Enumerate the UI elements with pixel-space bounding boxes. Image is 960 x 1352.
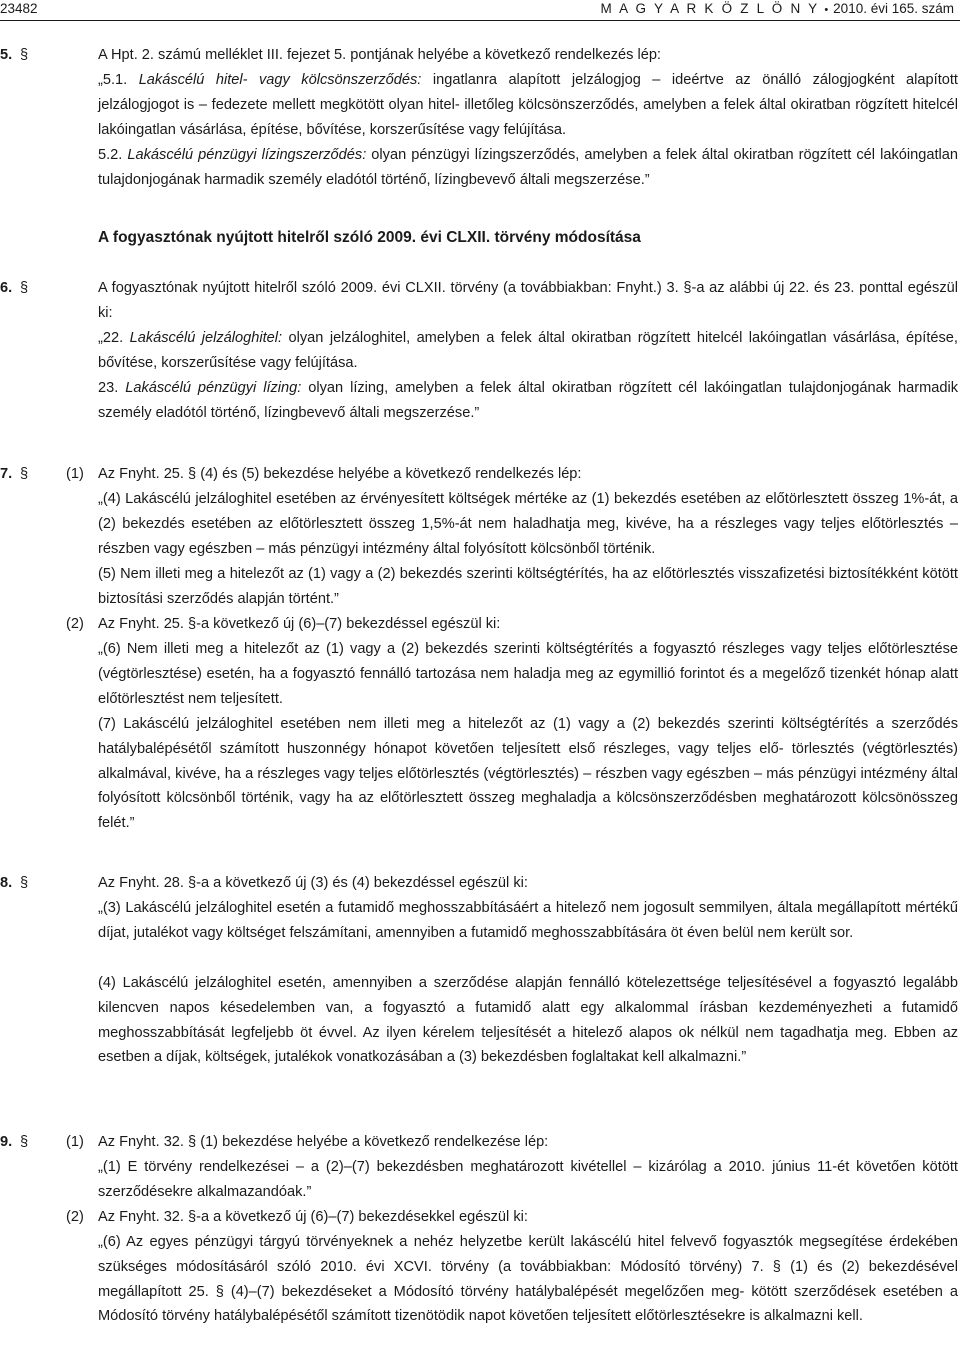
point-number: 23.: [98, 380, 119, 396]
section-number: 8.: [0, 875, 13, 891]
point-text: olyan pénzügyi lízingszerződés, amelyben a felek által okiratban rögzített cél lakóingatlan tulajdonjogának harmadik személy eladótól történő, lízingbevevő általi megszerzése.”: [98, 147, 958, 188]
point-5-1-rest: jelzálogjogot is – fedezete mellett megkötött olyan hitel- illetőleg kölcsönszerződés, amelyben a felek által okiratban rögzített hitelcél lakóingatlan vásárlása, építése, bővítése, korszerűsítése vagy felújítása.: [98, 97, 958, 138]
section-number: 5.: [0, 47, 13, 63]
defined-term: Lakáscélú pénzügyi lízing:: [125, 380, 302, 396]
paragraph-5: (5) Nem illeti meg a hitelezőt az (1) vagy a (2) bekezdés szerinti költségtérítés, ha az előtörlesztés visszafizetési biztosítékként kötött biztosítási szerződés alapján történt.”: [98, 566, 958, 607]
point-22: [98, 326, 958, 376]
page-header: [0, 0, 960, 22]
subsection-label: (2): [66, 1209, 84, 1225]
section-number: 9.: [0, 1134, 13, 1150]
separator-bullet: •: [824, 4, 829, 16]
issue-number: 2010. évi 165. szám: [833, 1, 954, 16]
point-number: „22.: [98, 330, 124, 346]
paragraph-sign: §: [20, 1134, 29, 1150]
header-rule: [0, 20, 960, 21]
defined-term: Lakáscélú hitel- vagy kölcsönszerződés:: [138, 72, 422, 88]
paragraph-sign: §: [20, 466, 29, 482]
paragraph-3: „(3) Lakáscélú jelzáloghitel esetén a futamidő meghosszabbításáért a hitelező nem jogosult semmilyen, általa megállapított mértékű díjat, jutalékot vagy költséget felszámítani, amennyiben a futamidő meghosszabbítására öt éven belül nem került sor.: [98, 900, 958, 941]
paragraph-sign: §: [20, 280, 29, 296]
point-text: olyan jelzáloghitel, amelyben a felek által okiratban rögzített hitelcél lakóingatlan vásárlása, építése, bővítése, korszerűsítése vagy felújítása.: [98, 330, 958, 371]
paragraph-4: (4) Lakáscélú jelzáloghitel esetén, amennyiben a szerződése alapján fennálló kötelezettsége teljesítésével a fogyasztó legalább kilencven napos késedelemben van, a fogyasztó a futamidő alatt egy alkalommal írásban kezdeményezheti a futamidő meghosszabbítását legfeljebb öt évvel. Az ilyen kérelem teljesítését a hitelező alapos ok nélkül nem tagadhatja meg. Ebben az esetben a díjak, költségek, jutalékok vonatkozásában a (3) bekezdésben foglaltakat kell alkalmazni.”: [98, 975, 958, 1066]
point-23: [98, 376, 958, 426]
point-5-1-line1: [98, 68, 958, 93]
subsection-lead: Az Fnyht. 32. § (1) bekezdése helyébe a következő rendelkezése lép:: [98, 1134, 549, 1150]
defined-term: Lakáscélú jelzáloghitel:: [129, 330, 283, 346]
subsection-label: (1): [66, 466, 84, 482]
paragraph-6: „(6) Az egyes pénzügyi tárgyú törvényeknek a nehéz helyzetbe került lakáscélú hitel felvevő fogyasztók megsegítése érdekében szükséges módosításáról szóló 2010. évi XCVI. törvény (a továbbiakban: Módosító törvény) 7. § (1) és (2) bekezdésével megállapított 25. § (4)–(7) bekezdéseket a Módosító törvény hatálybalépését megelőzően meg- kötött szerződések esetében a Módosító törvény hatálybalépésétől számított tizenötödik napot követően teljesített előtörlesztésekre is alkalmazni kell.: [98, 1234, 958, 1325]
subsection-label: (2): [66, 616, 84, 632]
paragraph-sign: §: [20, 47, 29, 63]
section-number: 6.: [0, 280, 13, 296]
journal-info: [600, 0, 954, 19]
paragraph-sign: §: [20, 875, 29, 891]
section-lead: A fogyasztónak nyújtott hitelről szóló 2009. évi CLXII. törvény (a továbbiakban: Fnyht.) 3. §-a az alábbi új 22. és 23. ponttal egészül ki:: [98, 280, 958, 321]
paragraph-1: „(1) E törvény rendelkezései – a (2)–(7) bekezdésben meghatározott kivétellel – kizárólag a 2010. június 11-ét követően kötött szerződésekre alkalmazandóak.”: [98, 1159, 958, 1200]
defined-term: Lakáscélú pénzügyi lízingszerződés:: [127, 147, 367, 163]
point-5-2: [98, 143, 958, 193]
subsection-lead: Az Fnyht. 25. § (4) és (5) bekezdése helyébe a következő rendelkezés lép:: [98, 466, 582, 482]
paragraph-4: „(4) Lakáscélú jelzáloghitel esetében az érvényesített költségek mértéke az (1) bekezdés esetében az előtörlesztett összeg 1%-át, a (2) bekezdés esetében az előtörlesztett összeg 1,5%-át nem haladhatja meg, kivéve, ha a részleges vagy teljes előtörlesztés – részben vagy egészben – más pénzügyi intézmény által folyósított kölcsönből történik.: [98, 491, 958, 557]
section-lead: A Hpt. 2. számú melléklet III. fejezet 5. pontjának helyébe a következő rendelkezés lép:: [98, 47, 661, 63]
paragraph-7: (7) Lakáscélú jelzáloghitel esetében nem illeti meg a hitelezőt az (1) vagy a (2) bekezdés szerinti költségtérítés a szerződés hatálybalépésétől számított huszonnégy hónapot követően teljesített első részleges, vagy teljes elő- törlesztés (végtörlesztés) alkalmával, kivéve, ha a részleges vagy teljes előtörlesztés (végtörlesztés) – részben vagy egészben – más pénzügyi intézmény által folyósított kölcsönből történik, vagy ha az előtörlesztett összeg meghaladja a kölcsönszerződésben meghatározott kölcsönösszeg felét.”: [98, 716, 958, 832]
subsection-label: (1): [66, 1134, 84, 1150]
point-text: ingatlanra alapított jelzálogjog – ideértve az önálló zálogjogként alapított: [432, 72, 958, 88]
point-number: „5.1.: [98, 72, 128, 88]
point-number: 5.2.: [98, 147, 123, 163]
point-text: olyan lízing, amelyben a felek által okiratban rögzített cél lakóingatlan tulajdonjogának harmadik személy eladótól történő, lízingbevevő általi megszerzése.”: [98, 380, 959, 421]
journal-title: M A G Y A R K Ö Z L Ö N Y: [600, 1, 820, 16]
paragraph-6: „(6) Nem illeti meg a hitelezőt az (1) vagy a (2) bekezdés szerinti költségtérítés a fogyasztó részleges vagy teljes előtörlesztése (végtörlesztése) esetén, ha a fogyasztó fennálló tartozása nem haladja meg az egymillió forintot és a megelőző tizenkét hónap alatt előtörlesztést nem teljesített.: [98, 641, 958, 707]
section-lead: Az Fnyht. 28. §-a a következő új (3) és (4) bekezdéssel egészül ki:: [98, 875, 528, 891]
page-number: 23482: [0, 1, 38, 16]
section-number: 7.: [0, 466, 13, 482]
section-heading: A fogyasztónak nyújtott hitelről szóló 2009. évi CLXII. törvény módosítása: [98, 229, 641, 246]
subsection-lead: Az Fnyht. 25. §-a következő új (6)–(7) bekezdéssel egészül ki:: [98, 616, 501, 632]
subsection-lead: Az Fnyht. 32. §-a a következő új (6)–(7) bekezdésekkel egészül ki:: [98, 1209, 528, 1225]
